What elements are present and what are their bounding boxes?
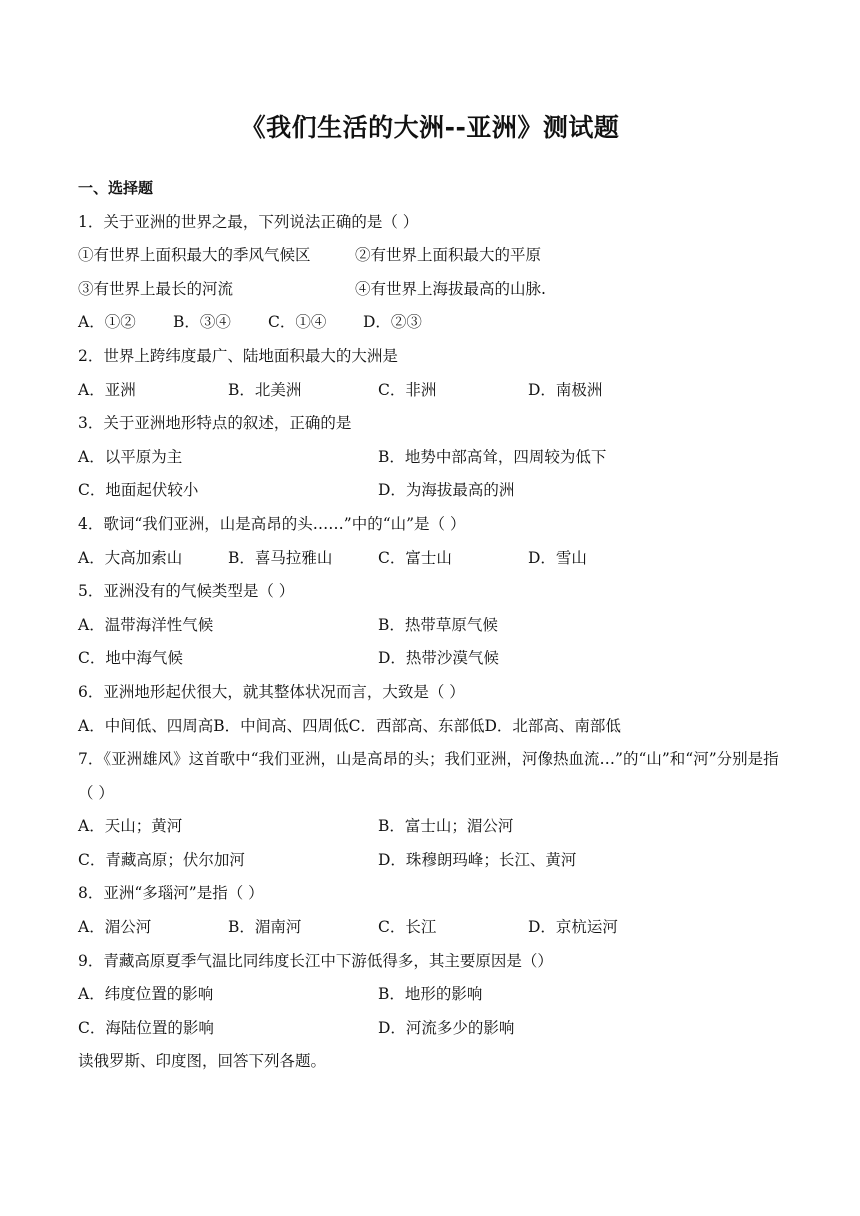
option-d: D．②③ <box>363 313 422 332</box>
option-c: C．①④ <box>268 313 327 332</box>
closing-instruction: 读俄罗斯、印度图，回答下列各题。 <box>78 1052 327 1071</box>
option-d: D．南极洲 <box>528 380 603 399</box>
statement-1: ①有世界上面积最大的季风气候区 <box>78 246 311 265</box>
question-8-options <box>78 911 790 945</box>
question-1-statements-row-2 <box>78 273 790 307</box>
option-a: A．天山；黄河 <box>78 817 183 836</box>
option-c: C．西部高、东部低 <box>348 716 485 735</box>
option-b: B．北美洲 <box>228 380 302 399</box>
option-c: C．地中海气候 <box>78 649 183 668</box>
option-d: D．为海拔最高的洲 <box>378 481 515 500</box>
question-8-stem: 8．亚洲“多瑙河”是指（ ） <box>78 884 264 903</box>
option-c: C．青藏高原；伏尔加河 <box>78 850 245 869</box>
question-9-options-row-1 <box>78 978 790 1012</box>
option-b: B．热带草原气候 <box>378 615 498 634</box>
question-2-stem: 2．世界上跨纬度最广、陆地面积最大的大洲是 <box>78 346 398 365</box>
question-1-statements-row-1 <box>78 239 790 273</box>
question-4-stem: 4．歌词“我们亚洲，山是高昂的头……”中的“山”是（ ） <box>78 514 466 533</box>
question-list <box>78 172 790 1079</box>
option-b: B．富士山；湄公河 <box>378 817 514 836</box>
question-5-options-row-1 <box>78 609 790 643</box>
option-c: C．富士山 <box>378 548 452 567</box>
option-b: B．③④ <box>173 313 231 332</box>
question-3-options-row-1 <box>78 441 790 475</box>
option-d: D．热带沙漠气候 <box>378 649 499 668</box>
question-4-options <box>78 542 790 576</box>
question-3-options-row-2 <box>78 474 790 508</box>
question-7-options-row-1 <box>78 810 790 844</box>
question-7-options-row-2 <box>78 844 790 878</box>
statement-2: ②有世界上面积最大的平原 <box>355 246 542 265</box>
statement-4: ④有世界上海拔最高的山脉. <box>355 279 546 298</box>
question-1-stem: 1．关于亚洲的世界之最，下列说法正确的是（ ） <box>78 212 419 231</box>
option-a: A．大高加索山 <box>78 548 183 567</box>
question-2-options <box>78 374 790 408</box>
option-d: D．河流多少的影响 <box>378 1018 515 1037</box>
option-a: A．①② <box>78 313 136 332</box>
option-c: C．非洲 <box>378 380 437 399</box>
question-5-stem: 5．亚洲没有的气候类型是（ ） <box>78 582 295 601</box>
option-b: B．地势中部高耸，四周较为低下 <box>378 447 607 466</box>
option-a: A．温带海洋性气候 <box>78 615 214 634</box>
question-9-stem: 9．青藏高原夏季气温比同纬度长江中下游低得多，其主要原因是（） <box>78 951 553 970</box>
option-a: A．亚洲 <box>78 380 136 399</box>
option-b: B．地形的影响 <box>378 985 483 1004</box>
option-b: B．喜马拉雅山 <box>228 548 333 567</box>
question-6-options <box>78 710 790 744</box>
option-c: C．长江 <box>378 918 437 937</box>
question-7-stem: 7．《亚洲雄风》这首歌中“我们亚洲，山是高昂的头；我们亚洲，河像热血流…”的“山”和“河”分别是指（ ） <box>78 750 779 802</box>
section-heading: 一、选择题 <box>78 179 154 197</box>
option-b: B．中间高、四周低 <box>213 716 349 735</box>
option-c: C．海陆位置的影响 <box>78 1018 214 1037</box>
option-a: A．中间低、四周高 <box>78 716 214 735</box>
option-c: C．地面起伏较小 <box>78 481 199 500</box>
option-d: D．珠穆朗玛峰；长江、黄河 <box>378 850 577 869</box>
option-a: A．湄公河 <box>78 918 152 937</box>
option-d: D．雪山 <box>528 548 587 567</box>
question-3-stem: 3．关于亚洲地形特点的叙述，正确的是 <box>78 414 352 433</box>
question-9-options-row-2 <box>78 1012 790 1046</box>
statement-3: ③有世界上最长的河流 <box>78 279 234 298</box>
option-d: D．京杭运河 <box>528 918 618 937</box>
option-a: A．以平原为主 <box>78 447 183 466</box>
option-d: D．北部高、南部低 <box>484 716 621 735</box>
question-5-options-row-2 <box>78 642 790 676</box>
option-a: A．纬度位置的影响 <box>78 985 214 1004</box>
page-title: 《我们生活的大洲--亚洲》测试题 <box>240 113 620 142</box>
question-1-options <box>78 306 790 340</box>
option-b: B．湄南河 <box>228 918 302 937</box>
question-6-stem: 6．亚洲地形起伏很大，就其整体状况而言，大致是（ ） <box>78 682 465 701</box>
